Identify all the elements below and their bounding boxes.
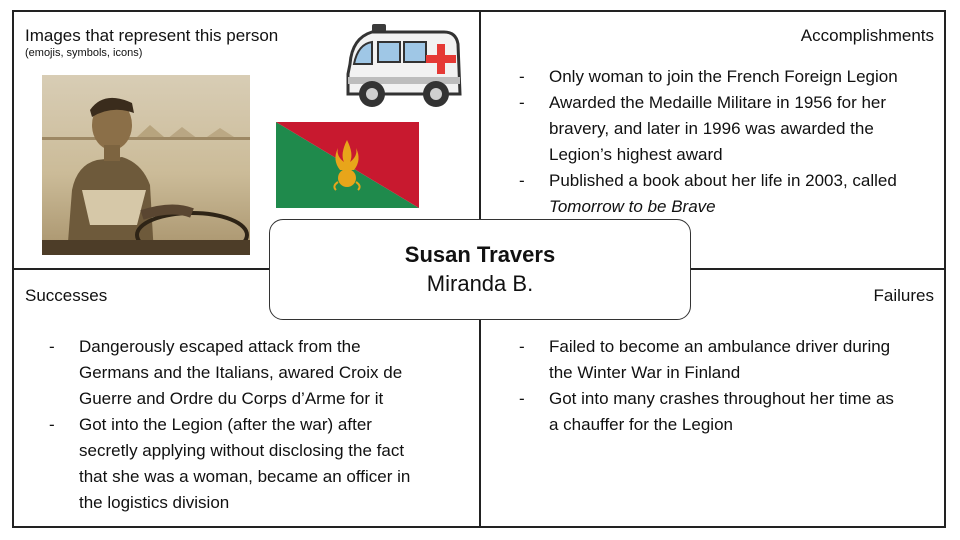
ambulance-icon [344, 22, 466, 112]
person-name-box [269, 219, 691, 320]
list-item-continued: Germans and the Italians, awared Croix de [79, 363, 403, 382]
legion-flag-icon [276, 122, 419, 208]
successes-title: Successes [25, 286, 108, 305]
list-item: - Got into the Legion (after the war) after [49, 415, 372, 434]
images-section-title: Images that represent this person [25, 26, 279, 45]
list-item-continued: the logistics division [79, 493, 230, 512]
list-item-continued: that she was a woman, became an officer in [79, 467, 411, 486]
list-item-continued: bravery, and later in 1996 was awarded the [549, 119, 874, 138]
person-name: Susan Travers [404, 242, 556, 267]
accomplishments-list [519, 64, 939, 220]
list-item-continued: a chauffer for the Legion [549, 415, 733, 434]
list-item: - Awarded the Medaille Militare in 1956 for her [519, 93, 887, 112]
list-item: - Published a book about her life in 2003, called [519, 171, 897, 190]
successes-list [49, 334, 469, 516]
list-item-continued: the Winter War in Finland [549, 363, 741, 382]
author-name: Miranda B. [426, 271, 534, 296]
list-item: - Failed to become an ambulance driver during [519, 337, 891, 356]
accomplishments-title: Accomplishments [800, 26, 934, 45]
failures-title: Failures [873, 286, 934, 305]
list-item-continued: Guerre and Ordre du Corps d’Arme for it [79, 389, 384, 408]
failures-list [519, 334, 939, 438]
list-item-continued: Legion’s highest award [549, 145, 723, 164]
list-item: - Got into many crashes throughout her time as [519, 389, 894, 408]
list-item-continued: secretly applying without disclosing the fact [79, 441, 405, 460]
list-item: - Only woman to join the French Foreign Legion [519, 67, 898, 86]
images-section-subtitle: (emojis, symbols, icons) [25, 47, 143, 59]
portrait-photo [42, 75, 250, 255]
list-item: - Dangerously escaped attack from the [49, 337, 361, 356]
list-item-continued: Tomorrow to be Brave [549, 197, 716, 216]
